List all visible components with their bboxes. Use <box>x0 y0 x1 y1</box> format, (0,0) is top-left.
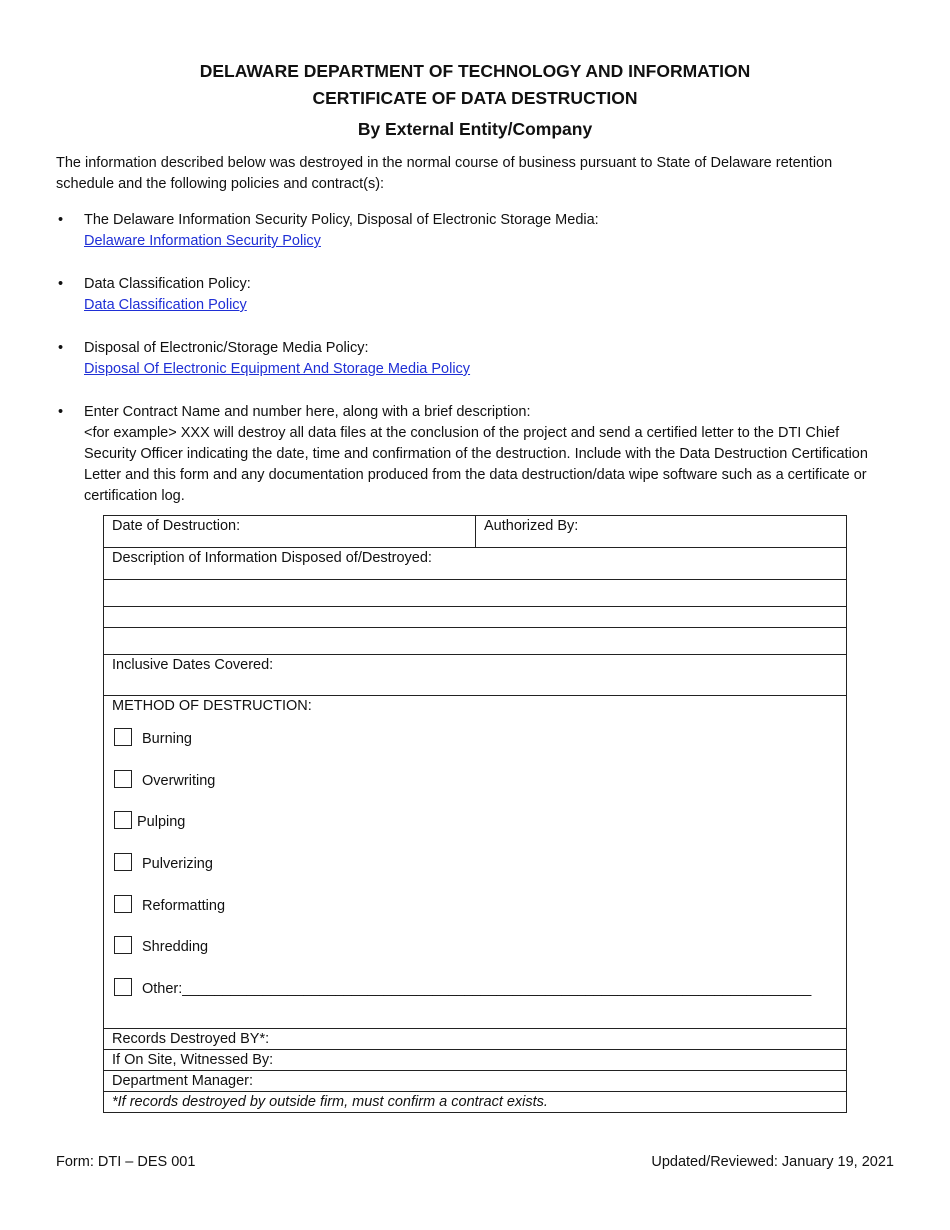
bullet-marker: • <box>58 340 64 356</box>
method-option-shredding <box>112 936 838 978</box>
records-destroyed-by-field[interactable] <box>104 1029 847 1050</box>
method-option-label: Reformatting <box>142 897 226 914</box>
list-item <box>56 210 876 252</box>
description-label: Description of Information Disposed of/Destroyed: <box>112 550 432 566</box>
method-option-label: Pulverizing <box>142 856 213 873</box>
security-policy-link[interactable]: Delaware Information Security Policy <box>84 233 321 249</box>
list-item <box>56 274 876 316</box>
intro-paragraph: The information described below was destroyed in the normal course of business pursuant to State of Delaware retention schedule and the following policies and contract(s): <box>56 155 833 192</box>
bullet-text: The Delaware Information Security Policy, Disposal of Electronic Storage Media: <box>84 212 599 228</box>
method-options <box>112 728 838 1020</box>
witnessed-by-field[interactable] <box>104 1050 847 1071</box>
certificate-subtitle: By External Entity/Company <box>357 119 593 139</box>
date-of-destruction-field[interactable] <box>104 516 476 548</box>
pulping-checkbox[interactable] <box>114 811 132 829</box>
method-option-label: Shredding <box>142 939 209 956</box>
reformatting-checkbox[interactable] <box>114 895 132 913</box>
inclusive-dates-field[interactable] <box>104 655 847 696</box>
date-label: Date of Destruction: <box>112 518 241 534</box>
method-option-label: Burning <box>142 731 192 747</box>
bullet-text: Disposal of Electronic/Storage Media Policy: <box>84 340 369 356</box>
document-header <box>0 58 950 143</box>
overwriting-checkbox[interactable] <box>114 770 132 788</box>
description-line-3[interactable] <box>104 628 847 655</box>
description-line-2[interactable] <box>104 607 847 628</box>
other-checkbox[interactable] <box>114 978 132 996</box>
method-option-pulverizing <box>112 853 838 895</box>
bullet-marker: • <box>58 276 64 292</box>
method-label: METHOD OF DESTRUCTION: <box>112 698 312 714</box>
method-section <box>104 696 847 1029</box>
burning-checkbox[interactable] <box>114 728 132 746</box>
pulverizing-checkbox[interactable] <box>114 853 132 871</box>
department-title: DELAWARE DEPARTMENT OF TECHNOLOGY AND INFORMATION <box>199 61 751 81</box>
description-field[interactable] <box>104 548 847 580</box>
bullet-marker: • <box>58 212 64 228</box>
records-label: Records Destroyed BY*: <box>112 1031 270 1047</box>
bullet-text: Enter Contract Name and number here, along with a brief description: <box>84 404 531 420</box>
authorized-label: Authorized By: <box>484 518 579 534</box>
method-option-burning <box>112 728 838 770</box>
form-id: Form: DTI – DES 001 <box>56 1154 196 1170</box>
policy-list <box>56 210 876 529</box>
description-line-1[interactable] <box>104 580 847 607</box>
bullet-marker: • <box>58 404 64 420</box>
method-option-pulping <box>112 811 838 853</box>
method-option-reformatting <box>112 895 838 937</box>
inclusive-label: Inclusive Dates Covered: <box>112 657 274 673</box>
disposal-policy-link[interactable]: Disposal Of Electronic Equipment And Storage Media Policy <box>84 361 471 377</box>
contract-note: *If records destroyed by outside firm, must confirm a contract exists. <box>104 1092 847 1113</box>
method-option-label: Overwriting <box>142 772 216 789</box>
method-option-overwriting <box>112 770 838 812</box>
classification-policy-link[interactable]: Data Classification Policy <box>84 297 247 313</box>
department-manager-field[interactable] <box>104 1071 847 1092</box>
list-item <box>56 402 876 507</box>
witness-label: If On Site, Witnessed By: <box>112 1052 274 1068</box>
updated-date: Updated/Reviewed: January 19, 2021 <box>651 1154 894 1170</box>
shredding-checkbox[interactable] <box>114 936 132 954</box>
method-option-label: Pulping <box>137 814 186 831</box>
certificate-title: CERTIFICATE OF DATA DESTRUCTION <box>312 88 638 108</box>
list-item <box>56 338 876 380</box>
method-option-other <box>112 978 838 1020</box>
destruction-form-table <box>103 515 847 1113</box>
contract-description: <for example> XXX will destroy all data files at the conclusion of the project and send a certified letter to the DTI Chief Security Officer indicating the date, time and confirmation of the destruction. Include with the Data Destruction Certification Letter and this form and any documentation produced from the data destruction/data wipe software such as a certificate or certification log. <box>84 425 868 504</box>
manager-label: Department Manager: <box>112 1073 254 1089</box>
bullet-text: Data Classification Policy: <box>84 276 251 292</box>
other-label[interactable]: Other:______________________________________________________________________________ <box>142 981 812 998</box>
authorized-by-field[interactable] <box>476 516 847 548</box>
